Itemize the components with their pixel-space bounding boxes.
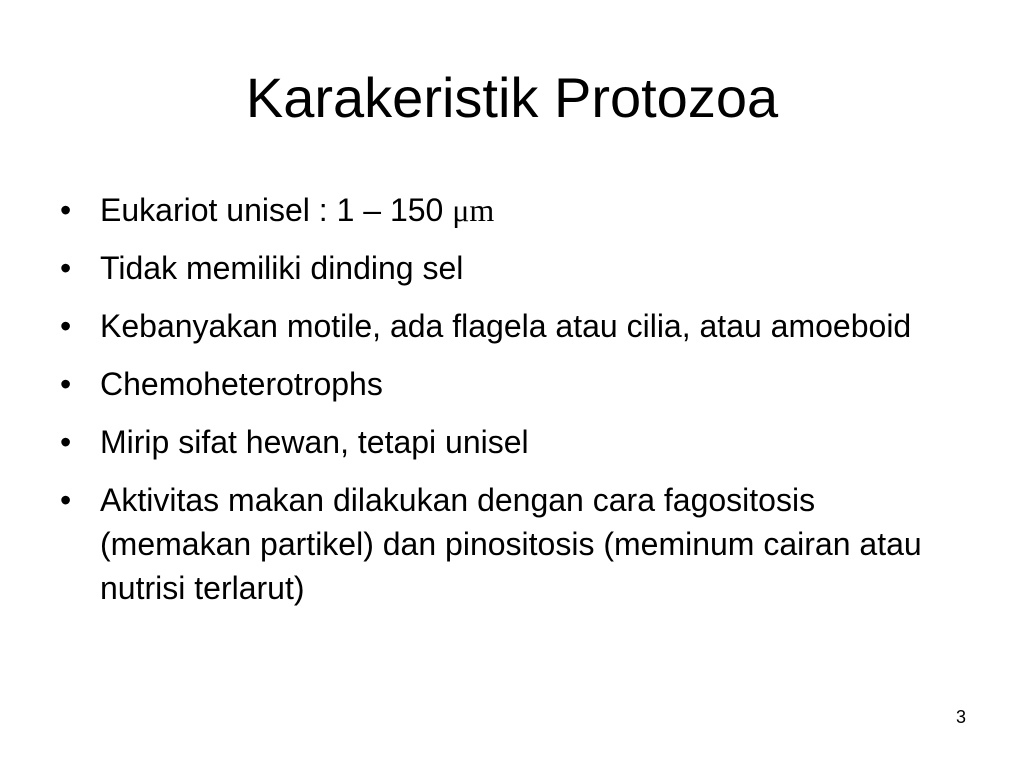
bullet-text: Mirip sifat hewan, tetapi unisel xyxy=(100,424,529,460)
bullet-item xyxy=(60,246,960,290)
bullet-text: Tidak memiliki dinding sel xyxy=(100,250,464,286)
page-number: 3 xyxy=(955,707,966,727)
bullet-marker: • xyxy=(60,250,72,286)
bullet-marker: • xyxy=(60,192,72,228)
bullet-item xyxy=(60,420,960,464)
bullet-marker: • xyxy=(60,482,72,518)
bullet-marker: • xyxy=(60,424,72,460)
bullet-item xyxy=(60,304,960,348)
bullet-text: Aktivitas makan dilakukan dengan cara fagositosis (memakan partikel) dan pinositosis (meminum cairan atau nutrisi terlarut) xyxy=(100,482,922,606)
bullet-marker: • xyxy=(60,308,72,344)
bullet-unit: μm xyxy=(452,192,495,228)
slide-title: Karakeristik Protozoa xyxy=(245,66,779,129)
bullet-item xyxy=(60,362,960,406)
bullet-list xyxy=(60,188,960,624)
bullet-marker: • xyxy=(60,366,72,402)
bullet-text: Chemoheterotrophs xyxy=(100,366,383,402)
bullet-text: Eukariot unisel : 1 – 150 xyxy=(100,192,453,228)
bullet-text: Kebanyakan motile, ada flagela atau cilia, atau amoeboid xyxy=(100,308,912,344)
bullet-item xyxy=(60,478,960,610)
bullet-item xyxy=(60,188,960,232)
